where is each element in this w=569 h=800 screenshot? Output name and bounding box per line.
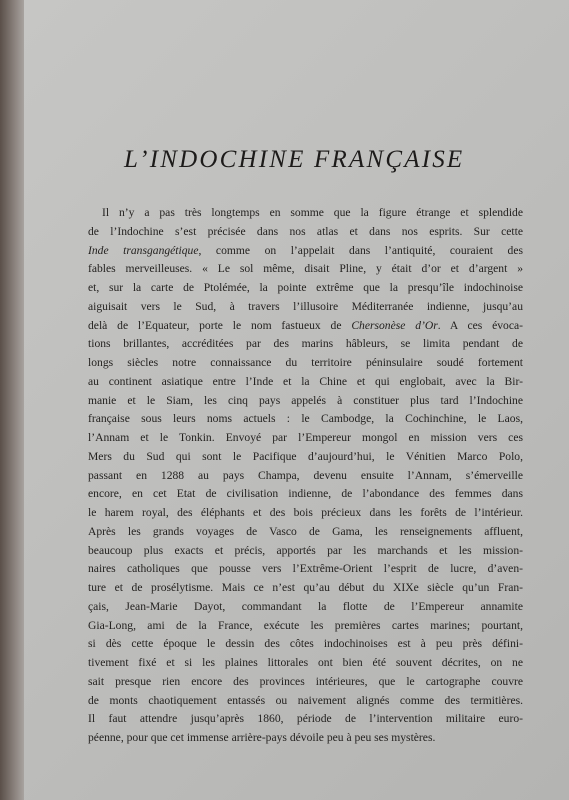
italic-phrase: Chersonèse d’Or [351,318,438,332]
page-title: L’INDOCHINE FRANÇAISE [124,146,465,173]
body-paragraph [86,204,523,748]
text-line: manie et le Siam, les cinq pays appelés à constituer plus tard l’Indochine [88,393,523,407]
text-line: tivement fixé et si les plaines littorales ont bien été souvent décrites, on ne [88,656,523,669]
text-line: Il faut attendre jusqu’après 1860, période de l’intervention militaire euro- [88,712,523,726]
text-line: l’Annam et le Tonkin. Envoyé par l’Empereur mongol en mission vers ces [88,431,523,444]
text-line: péenne, pour que cet immense arrière-pays dévoile peu à peu ses mystères. [88,731,436,744]
text-line: et, sur la carte de Ptolémée, la pointe extrême que la presqu’île indochinoise [88,281,523,294]
italic-phrase: Inde transgangétique [88,243,199,257]
text-line: delà de l’Equateur, porte le nom fastueux de Chersonèse d’Or. A ces évoca- [88,318,523,332]
text-line: aiguisait vers le Sud, à travers l’illusoire Méditerranée indienne, jusqu’au [88,299,523,313]
text-line: passant en 1288 au pays Champa, devenu ensuite l’Annam, s’émerveille [88,468,523,482]
text-line: beaucoup plus exacts et précis, apportés par les marchands et les mission- [88,543,523,557]
text-line: fables merveilleuses. « Le sol même, disait Pline, y était d’or et d’argent » [88,262,523,276]
text-line: de monts chaotiquement entassés ou naivement alignés comme des termitières. [88,693,523,707]
text-line: sait presque rien encore des provinces intérieures, que le cartographe couvre [88,674,523,688]
text-line: au continent asiatique entre l’Inde et la Chine et qui englobait, avec la Bir- [88,374,523,388]
book-page [24,0,569,800]
text-line: si dès cette époque le dessin des côtes indochinoises est à peu près défini- [88,637,523,651]
text-line: de l’Indochine s’est précisée dans nos atlas et dans nos esprits. Sur cette [88,224,523,238]
text-line: Inde transgangétique, comme on l’appelait dans l’antiquité, couraient des [88,243,523,257]
text-line: française sous leurs noms actuels : le Cambodge, la Cochinchine, le Laos, [88,412,523,426]
text-line: Après les grands voyages de Vasco de Gama, les renseignements affluent, [88,524,523,538]
text-line: çais, Jean-Marie Dayot, commandant la flotte de l’Empereur annamite [88,599,523,613]
text-line: Gia-Long, ami de la France, exécute les premières cartes marines; pourtant, [88,618,523,632]
text-line: encore, en cet Etat de civilisation indienne, de l’abondance des femmes dans [88,487,523,501]
text-line: le harem royal, des éléphants et des bois précieux dans les forêts de l’intérieur. [88,506,523,519]
text-line: naires catholiques que pousse vers l’Extrême-Orient l’esprit de lucre, d’aven- [88,562,523,576]
text-line: tions brillantes, accréditées par des marins hâbleurs, se limita pendant de [88,337,523,351]
text-line: ture et de prosélytisme. Mais ce n’est qu’au début du XIXe siècle qu’un Fran- [88,581,523,594]
text-line: Il n’y a pas très longtemps en somme que la figure étrange et splendide [102,206,523,219]
text-line: longs siècles notre connaissance du territoire péninsulaire soudé fortement [88,356,523,369]
text-line: Mers du Sud qui sont le Pacifique d’aujourd’hui, le Vénitien Marco Polo, [88,449,523,463]
